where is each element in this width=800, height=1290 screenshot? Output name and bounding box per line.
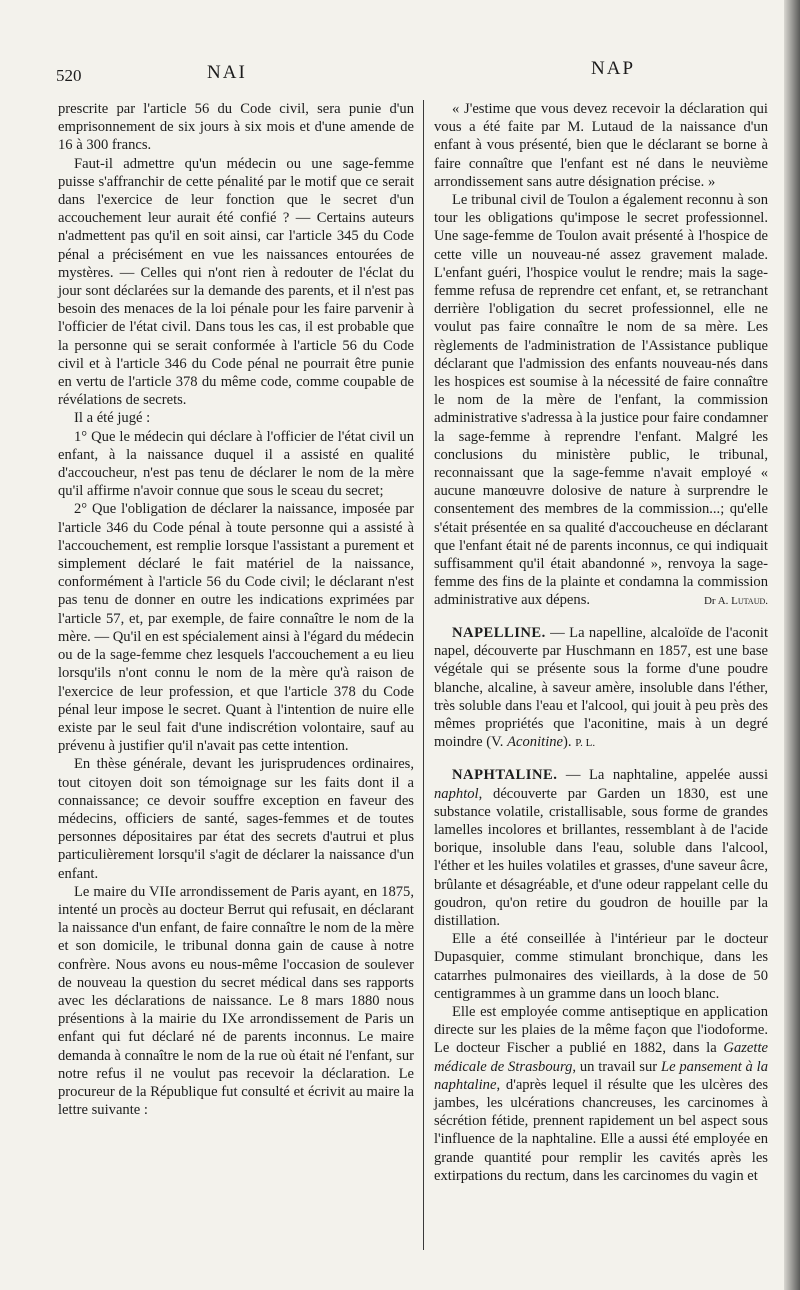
- entry-text: — La napelline, alcaloïde de l'aconit napel, découverte par Huschmann en 1857, est une base végétale qui se présente sous la forme d'une poudre blanche, alcaline, à saveur amère, insoluble dans l'éther, très soluble dans l'eau et l'alcool, qui jouit à peu près des mêmes propriétés que l'aconitine, mais à un degré moindre (V.: [434, 624, 768, 751]
- headword-napelline: NAPELLINE.: [452, 624, 546, 641]
- page-number: 520: [56, 66, 82, 85]
- quoted-letter: « J'estime que vous devez recevoir la déclaration qui vous a été faite par M. Lutaud de la naissance d'un enfant à vous présenté, bien que le déclarant se borne à faire connaître que l'enfant est né dans le neuvième arrondissement sans autre désignation précise. »: [434, 101, 768, 190]
- right-column: [434, 100, 768, 1185]
- paragraph: Le maire du VIIe arrondissement de Paris ayant, en 1875, intenté un procès au docteur Berrut qui refusait, en déclarant la naissance d'un enfant, de faire connaître le nom de la mère et son domicile, le tribunal donna gain de cause à notre confrère. Nous avons eu nous-même l'occasion de soulever de nouveau la question du secret médical dans ses rapports avec les déclarations de naissance. Le 8 mars 1880 nous présentions à la mairie du IXe arrondissement de Paris un enfant qui fut déclaré né de parents inconnus. Le maire demanda à connaître le nom de la rue où était né l'enfant, sur notre refus il ne voulut pas recevoir la déclaration. Le procureur de la République fut consulté et écrivit au maire la lettre suivante :: [58, 883, 414, 1119]
- signature-name: Lutaud.: [731, 594, 768, 607]
- page-edge-shadow: [784, 0, 800, 1290]
- entry-text: — La naphtaline, appelée aussi: [557, 767, 768, 784]
- paragraph: Elle a été conseillée à l'intérieur par le docteur Dupasquier, comme stimulant bronchique, dans les catarrhes pulmonaires des vieillards, à la dose de 50 centigrammes à un gramme dans un looch blanc.: [434, 931, 768, 1002]
- paragraph: [434, 1003, 768, 1185]
- paragraph: 1° Que le médecin qui déclare à l'officier de l'état civil un enfant, à la naissance duquel il a assisté en qualité d'accoucheur, n'est pas tenu de déclarer le nom de la mère qu'il affirme n'avoir connue que sous le sceau du secret;: [58, 428, 414, 500]
- entry-text: , un travail sur: [572, 1058, 661, 1075]
- headword-naphtaline: NAPHTALINE.: [452, 767, 558, 784]
- entry-text: ).: [563, 734, 576, 751]
- work-title: Le pansement à la naphtaline: [434, 1058, 769, 1093]
- entry-napelline: [434, 624, 768, 752]
- entry-text: Elle est employée comme antiseptique en application directe sur les plaies de la même façon que l'iodoforme. Le docteur Fischer a publié en 1882, dans la: [434, 1003, 768, 1057]
- paragraph: Le tribunal civil de Toulon a également reconnu à son tour les obligations qu'impose le secret professionnel. Une sage-femme de Toulon avait présenté à l'hospice de cette ville un nouveau-né assez gravement malade. L'enfant guéri, l'hospice voulut le rendre; mais la sage-femme refusa de reprendre cet enfant, et, se retranchant derrière l'obligation du secret professionnel, elle ne voulut pas faire connaître le nom de sa mère. Les règlements de l'administration de l'Assistance publique déclarant que l'admission des enfants nouveau-nés dans les hospices est soumise à la nécessité de faire connaître le nom de la mère de l'enfant, la commission administrative s'adressa à la justice pour faire condamner la sage-femme à reprendre l'enfant. Malgré les conclusions du ministère public, le tribunal, reconnaissant que la sage-femme n'avait employé « aucune manœuvre dolosive de nature à surprendre le consentement des membres de la commission...; qu'elle s'était présentée en sa qualité d'accoucheuse en déclarant que l'enfant était né de parents inconnus, ce qui indiquait suffisamment qu'il était abandonné », renvoya la sage-femme des fins de la plainte et condamna la commission administrative aux dépens.: [434, 192, 768, 609]
- left-running-head: NAI: [207, 62, 247, 83]
- entry-text: , d'après lequel il résulte que les ulcères des jambes, les ulcérations chancreuses, les carcinomes à sécrétion fétide, prennent rapidement un bel aspect sous l'influence de la naphtaline. Elle a aussi été employée en grande quantité pour remplir les cavités après les extirpations du rectum, dans les carcinomes du vagin et: [434, 1076, 768, 1184]
- paragraph: Faut-il admettre qu'un médecin ou une sage-femme puisse s'affranchir de cette pénalité par le motif que ce serait dans l'exercice de leur fonction que le secret d'un accouchement leur aurait été confié ? — Certains auteurs n'admettent pas qu'il en soit ainsi, car l'article 345 du Code pénal a précisément en vue les naissances entourées de mystères. — Celles qui n'ont rien à redouter de l'éclat du jour sont déclarées sur la demande des parents, et il n'est pas besoin des menaces de la loi pénale pour les faire parvenir à l'officier de l'état civil. Dans tous les cas, il est probable que la personne qui se serait conformée à l'article 56 du Code civil et à l'article 346 du Code pénal ne pourrait être punie en vertu de l'article 378 du même code, comme coupable de révélations de secrets.: [58, 155, 414, 409]
- left-column: [58, 100, 414, 1119]
- paragraph: prescrite par l'article 56 du Code civil, sera punie d'un emprisonnement de six jours à six mois et d'une amende de 16 à 300 francs.: [58, 101, 414, 154]
- entry-text: , découverte par Garden un 1830, est une substance volatile, cristallisable, sous forme de grandes lamelles incolores et brillantes, ressemblant à de l'acide borique, insoluble dans l'eau, soluble dans l'alcool, l'éther et les huiles volatiles et grasses, d'une saveur âcre, brûlante et désagréable, et d'une odeur rappelant celle du goudron, qu'on retire du goudron de houille par la distillation.: [434, 785, 768, 929]
- right-running-head: NAP: [591, 58, 636, 79]
- journal-title: Gazette médicale de Strasbourg: [434, 1040, 768, 1075]
- entry-naphtaline: [434, 766, 768, 930]
- column-divider: [423, 100, 424, 1250]
- entry-author: P. L.: [575, 737, 596, 750]
- paragraph: Il a été jugé :: [74, 410, 151, 427]
- cross-reference: Aconitine: [507, 734, 564, 751]
- paragraph: En thèse générale, devant les jurisprudences ordinaires, tout citoyen doit son témoignage sur les faits dont il a connaissance; ce devoir souffre exception en faveur des médecins, officiers de santé, sages-femmes et de toutes personnes dépositaires par état des secrets d'autrui et plus particulièrement lorsqu'il s'agit de déclarer la naissance d'un enfant.: [58, 756, 414, 882]
- paragraph: 2° Que l'obligation de déclarer la naissance, imposée par l'article 346 du Code pénal à toute personne qui a assisté à l'accouchement, est remplie lorsque l'assistant a purement et simplement déclaré le fait matériel de la naissance, conformément à l'article 56 du Code civil; le déclarant n'est pas tenu de donner en outre les indications exprimées par l'article 57, et, par exemple, de faire connaître le nom de la mère. — Qu'il en est spécialement ainsi à l'égard du médecin ou de la sage-femme chez lesquels l'accouchement a eu lieu lorsqu'ils n'ont connu le nom de la mère qu'à raison de l'exercice de leur profession, et que l'article 378 du Code pénal leur impose le secret. Quant à l'intention de nuire elle existe par le seul fait d'une indiscrétion volontaire, sauf au prévenu à justifier qu'il n'avait pas cette intention.: [58, 501, 414, 755]
- signature-prefix: Dr A.: [703, 594, 732, 607]
- italic-term: naphtol: [434, 785, 479, 802]
- running-header: [0, 58, 800, 88]
